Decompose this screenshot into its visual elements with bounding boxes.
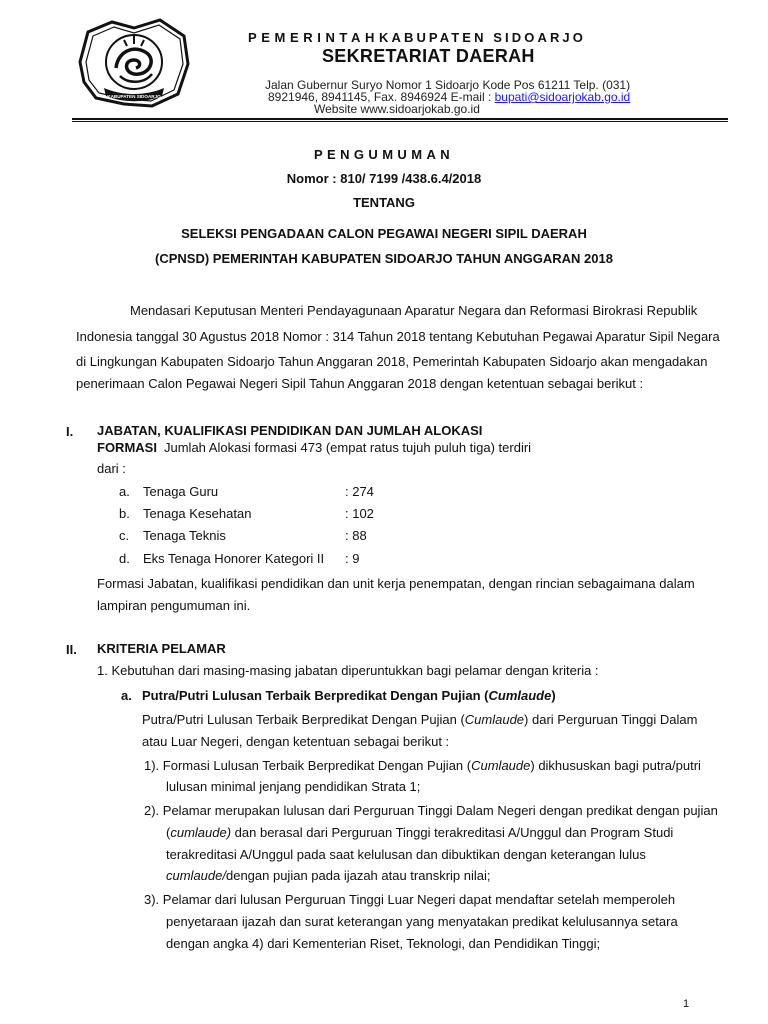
sub-a-title-text: Putra/Putri Lulusan Terbaik Berpredikat Dengan Pujian ( [142, 688, 489, 703]
letterhead-rule-thin [72, 121, 728, 122]
intro-line-1: Mendasari Keputusan Menteri Pendayagunaan Aparatur Negara dan Reformasi Birokrasi Republik [130, 303, 698, 318]
item-label: Tenaga Kesehatan [143, 506, 252, 521]
requirement-2-line-1: 2). Pelamar merupakan lulusan dari Perguruan Tinggi Dalam Negeri dengan predikat dengan pujian [144, 803, 718, 818]
logo-ribbon-text: KABUPATEN SIDOARJO [107, 94, 161, 99]
requirement-1-line-1 [144, 758, 701, 773]
item-label: Eks Tenaga Honorer Kategori II [143, 551, 325, 566]
office-name: SEKRETARIAT DAERAH [322, 46, 535, 66]
section-1-title: JABATAN, KUALIFIKASI PENDIDIKAN DAN JUMLAH ALOKASI [97, 423, 483, 438]
r1-text-1: 1). Formasi Lulusan Terbaik Berpredikat Dengan Pujian ( [144, 758, 472, 773]
requirement-1-line-2: lulusan minimal jenjang pendidikan Strata 1; [166, 779, 421, 794]
item-value: : 88 [345, 528, 367, 543]
government-region: KABUPATEN SIDOARJO [378, 30, 586, 45]
subject-line-1: SELEKSI PENGADAAN CALON PEGAWAI NEGERI SIPIL DAERAH [181, 226, 587, 241]
item-value: : 274 [345, 484, 374, 499]
item-value: : 9 [345, 551, 360, 566]
r2-l4-cumlaude: cumlaude/ [166, 868, 226, 883]
r2-open-paren: ( [166, 825, 171, 840]
sub-a-title-cumlaude: Cumlaude [488, 688, 552, 703]
desc-cumlaude: Cumlaude [464, 712, 525, 727]
requirement-2-line-2 [166, 825, 673, 840]
allocation-summary: Jumlah Alokasi formasi 473 (empat ratus tujuh puluh tiga) terdiri [164, 440, 532, 455]
sub-a-letter: a. [121, 688, 132, 703]
section-1-title-cont: FORMASI [97, 440, 157, 455]
r1-cumlaude: Cumlaude [471, 758, 531, 773]
r1-text-2: ) dikhususkan bagi putra/putri [530, 758, 701, 773]
r2-cumlaude: cumlaude) [170, 825, 232, 840]
sub-a-desc-line-2: atau Luar Negeri, dengan ketentuan sebagai berikut : [142, 734, 450, 749]
regency-emblem-logo [74, 14, 194, 112]
requirement-3-line-3: dengan angka 4) dari Kementerian Riset, Teknologi, dan Pendidikan Tinggi; [166, 936, 601, 951]
sub-a-title-close: ) [551, 688, 556, 703]
item-label: Tenaga Teknis [143, 528, 226, 543]
intro-line-4: penerimaan Calon Pegawai Negeri Sipil Tahun Anggaran 2018 dengan ketentuan sebagai berikut : [76, 376, 644, 391]
section-1-note-line-1: Formasi Jabatan, kualifikasi pendidikan dan unit kerja penempatan, dengan rincian sebagaimana dalam [97, 576, 695, 591]
page-number: 1 [683, 998, 690, 1010]
subject-line-2: (CPNSD) PEMERINTAH KABUPATEN SIDOARJO TAHUN ANGGARAN 2018 [155, 251, 613, 266]
letterhead-rule-thick [72, 118, 728, 120]
allocation-summary-cont: dari : [97, 461, 126, 476]
r2-text: dan berasal dari Perguruan Tinggi terakreditasi A/Unggul dan Program Studi [231, 825, 674, 840]
section-1-numeral: I. [66, 424, 74, 439]
email-link[interactable]: bupati@sidoarjokab.go.id [494, 90, 631, 104]
address-contact: 8921946, 8941145, Fax. 8946924 E-mail : [268, 90, 492, 104]
item-letter: c. [119, 528, 130, 543]
requirement-2-line-4 [166, 868, 491, 883]
address-line-1: Jalan Gubernur Suryo Nomor 1 Sidoarjo Kode Pos 61211 Telp. (031) [265, 78, 631, 92]
item-letter: d. [119, 551, 130, 566]
announcement-number: Nomor : 810/ 7199 /438.6.4/2018 [286, 171, 482, 186]
requirement-3-line-1: 3). Pelamar dari lulusan Perguruan Tinggi Luar Negeri dapat mendaftar setelah memperoleh [144, 892, 676, 907]
item-label: Tenaga Guru [143, 484, 219, 499]
item-letter: a. [119, 484, 130, 499]
government-name [248, 30, 586, 45]
government-prefix: PEMERINTAH [248, 30, 379, 45]
section-1-note-line-2: lampiran pengumuman ini. [97, 598, 251, 613]
sub-a-title [142, 688, 556, 703]
requirement-2-line-3: terakreditasi A/Unggul pada saat kelulusan dan dibuktikan dengan keterangan lulus [166, 847, 646, 862]
r2-l4-text: dengan pujian pada ijazah atau transkrip nilai; [225, 868, 491, 883]
desc-text-2: ) dari Perguruan Tinggi Dalam [524, 712, 698, 727]
section-2-numeral: II. [66, 642, 77, 657]
announcement-heading: PENGUMUMAN [313, 147, 455, 162]
website-line: Website www.sidoarjokab.go.id [314, 102, 480, 116]
item-letter: b. [119, 506, 130, 521]
announcement-about: TENTANG [353, 195, 415, 210]
section-2-title: KRITERIA PELAMAR [97, 641, 226, 656]
sub-a-desc-line-1 [142, 712, 697, 727]
criteria-point-1: 1. Kebutuhan dari masing-masing jabatan diperuntukkan bagi pelamar dengan kriteria : [97, 663, 599, 678]
item-value: : 102 [345, 506, 374, 521]
intro-line-2: Indonesia tanggal 30 Agustus 2018 Nomor : 314 Tahun 2018 tentang Kebutuhan Pegawai Aparatur Sipil Negara [76, 329, 720, 344]
requirement-3-line-2: penyetaraan ijazah dan surat keterangan yang menyatakan predikat kelulusannya setara [166, 914, 678, 929]
intro-line-3: di Lingkungan Kabupaten Sidoarjo Tahun Anggaran 2018, Pemerintah Kabupaten Sidoarjo akan mengadakan [76, 354, 708, 369]
desc-text-1: Putra/Putri Lulusan Terbaik Berpredikat Dengan Pujian ( [142, 712, 465, 727]
